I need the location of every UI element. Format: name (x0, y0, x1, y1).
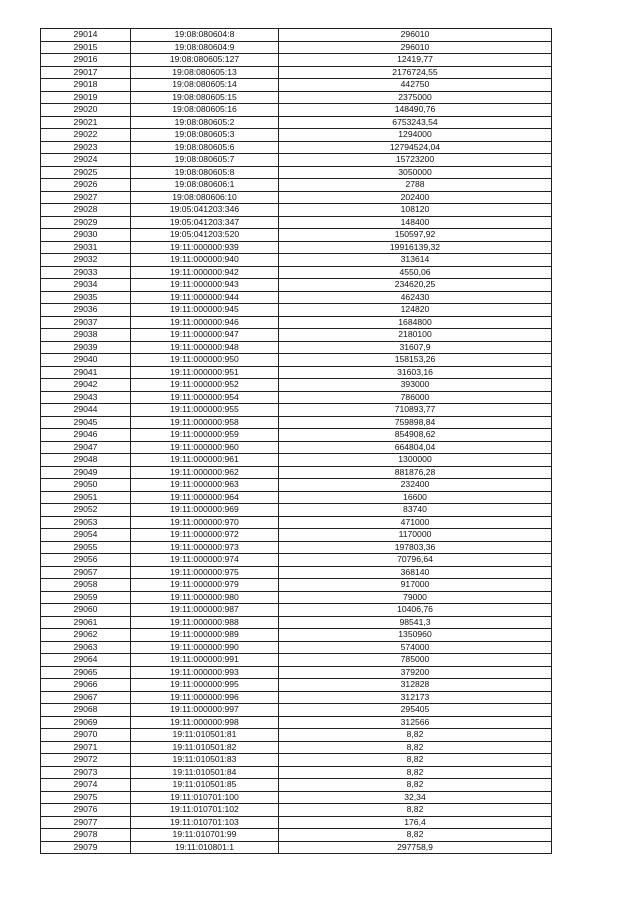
table-row (41, 216, 552, 229)
table-row (41, 166, 552, 179)
row-number-cell: 29073 (41, 766, 131, 779)
value-cell: 1294000 (279, 129, 552, 142)
row-number-cell: 29023 (41, 141, 131, 154)
value-cell: 2180100 (279, 329, 552, 342)
value-cell: 70796,64 (279, 554, 552, 567)
row-number-cell: 29038 (41, 329, 131, 342)
table-row (41, 841, 552, 854)
value-cell: 2375000 (279, 91, 552, 104)
value-cell: 31603,16 (279, 366, 552, 379)
value-cell: 1350960 (279, 629, 552, 642)
table-row (41, 279, 552, 292)
value-cell: 108120 (279, 204, 552, 217)
table-row (41, 591, 552, 604)
table-row (41, 516, 552, 529)
table-row (41, 91, 552, 104)
table-row (41, 704, 552, 717)
table-row (41, 29, 552, 42)
row-number-cell: 29050 (41, 479, 131, 492)
row-number-cell: 29054 (41, 529, 131, 542)
cadastral-number-cell: 19:11:000000:979 (131, 579, 279, 592)
table-row (41, 616, 552, 629)
value-cell: 31607,9 (279, 341, 552, 354)
row-number-cell: 29049 (41, 466, 131, 479)
table-row (41, 266, 552, 279)
cadastral-number-cell: 19:11:000000:989 (131, 629, 279, 642)
table-row (41, 829, 552, 842)
cadastral-number-cell: 19:11:000000:988 (131, 616, 279, 629)
row-number-cell: 29064 (41, 654, 131, 667)
value-cell: 296010 (279, 41, 552, 54)
cadastral-number-cell: 19:11:000000:955 (131, 404, 279, 417)
cadastral-number-cell: 19:11:010701:102 (131, 804, 279, 817)
table-row (41, 441, 552, 454)
row-number-cell: 29074 (41, 779, 131, 792)
value-cell: 3050000 (279, 166, 552, 179)
row-number-cell: 29029 (41, 216, 131, 229)
value-cell: 295405 (279, 704, 552, 717)
cadastral-number-cell: 19:08:080605:2 (131, 116, 279, 129)
cadastral-number-cell: 19:11:000000:943 (131, 279, 279, 292)
row-number-cell: 29020 (41, 104, 131, 117)
cadastral-number-cell: 19:11:000000:969 (131, 504, 279, 517)
cadastral-number-cell: 19:11:000000:963 (131, 479, 279, 492)
row-number-cell: 29067 (41, 691, 131, 704)
table-row (41, 241, 552, 254)
table-row (41, 316, 552, 329)
cadastral-number-cell: 19:11:000000:942 (131, 266, 279, 279)
cadastral-number-cell: 19:11:000000:960 (131, 441, 279, 454)
cadastral-number-cell: 19:11:000000:991 (131, 654, 279, 667)
row-number-cell: 29032 (41, 254, 131, 267)
cadastral-number-cell: 19:11:000000:939 (131, 241, 279, 254)
row-number-cell: 29070 (41, 729, 131, 742)
table-row (41, 116, 552, 129)
cadastral-number-cell: 19:11:000000:946 (131, 316, 279, 329)
table-row (41, 66, 552, 79)
row-number-cell: 29066 (41, 679, 131, 692)
table-row (41, 416, 552, 429)
cadastral-number-cell: 19:11:000000:970 (131, 516, 279, 529)
value-cell: 16600 (279, 491, 552, 504)
value-cell: 124820 (279, 304, 552, 317)
value-cell: 1684800 (279, 316, 552, 329)
cadastral-number-cell: 19:11:000000:998 (131, 716, 279, 729)
cadastral-number-cell: 19:08:080605:8 (131, 166, 279, 179)
value-cell: 176,4 (279, 816, 552, 829)
row-number-cell: 29042 (41, 379, 131, 392)
row-number-cell: 29068 (41, 704, 131, 717)
table-row (41, 654, 552, 667)
value-cell: 79000 (279, 591, 552, 604)
row-number-cell: 29039 (41, 341, 131, 354)
row-number-cell: 29034 (41, 279, 131, 292)
value-cell: 574000 (279, 641, 552, 654)
value-cell: 232400 (279, 479, 552, 492)
row-number-cell: 29021 (41, 116, 131, 129)
cadastral-number-cell: 19:11:010801:1 (131, 841, 279, 854)
value-cell: 8,82 (279, 766, 552, 779)
value-cell: 8,82 (279, 754, 552, 767)
table-row (41, 504, 552, 517)
cadastral-number-cell: 19:08:080605:6 (131, 141, 279, 154)
cadastral-number-cell: 19:11:010501:85 (131, 779, 279, 792)
value-cell: 393000 (279, 379, 552, 392)
row-number-cell: 29043 (41, 391, 131, 404)
cadastral-number-cell: 19:11:000000:987 (131, 604, 279, 617)
cadastral-number-cell: 19:08:080606:10 (131, 191, 279, 204)
cadastral-number-cell: 19:11:010701:103 (131, 816, 279, 829)
table-row (41, 641, 552, 654)
row-number-cell: 29036 (41, 304, 131, 317)
value-cell: 917000 (279, 579, 552, 592)
cadastral-number-cell: 19:11:000000:964 (131, 491, 279, 504)
table-row (41, 491, 552, 504)
row-number-cell: 29033 (41, 266, 131, 279)
cadastral-number-cell: 19:08:080605:3 (131, 129, 279, 142)
cadastral-number-cell: 19:11:010501:83 (131, 754, 279, 767)
value-cell: 12419,77 (279, 54, 552, 67)
table-row (41, 791, 552, 804)
value-cell: 759898,84 (279, 416, 552, 429)
table-row (41, 779, 552, 792)
row-number-cell: 29044 (41, 404, 131, 417)
table-row (41, 54, 552, 67)
value-cell: 234620,25 (279, 279, 552, 292)
cadastral-number-cell: 19:11:000000:997 (131, 704, 279, 717)
table-row (41, 204, 552, 217)
row-number-cell: 29078 (41, 829, 131, 842)
cadastral-number-cell: 19:11:000000:974 (131, 554, 279, 567)
cadastral-number-cell: 19:08:080604:9 (131, 41, 279, 54)
cadastral-number-cell: 19:08:080605:15 (131, 91, 279, 104)
cadastral-number-cell: 19:05:041203:346 (131, 204, 279, 217)
table-row (41, 141, 552, 154)
cadastral-number-cell: 19:08:080604:8 (131, 29, 279, 42)
row-number-cell: 29062 (41, 629, 131, 642)
row-number-cell: 29051 (41, 491, 131, 504)
row-number-cell: 29046 (41, 429, 131, 442)
value-cell: 664804,04 (279, 441, 552, 454)
row-number-cell: 29055 (41, 541, 131, 554)
cadastral-number-cell: 19:11:000000:995 (131, 679, 279, 692)
row-number-cell: 29045 (41, 416, 131, 429)
table-row (41, 466, 552, 479)
cadastral-number-cell: 19:11:000000:962 (131, 466, 279, 479)
cadastral-number-cell: 19:08:080605:7 (131, 154, 279, 167)
cadastral-number-cell: 19:11:010701:100 (131, 791, 279, 804)
table-row (41, 104, 552, 117)
cadastral-number-cell: 19:11:000000:944 (131, 291, 279, 304)
table-row (41, 379, 552, 392)
value-cell: 150597,92 (279, 229, 552, 242)
table-row (41, 629, 552, 642)
value-cell: 8,82 (279, 829, 552, 842)
value-cell: 8,82 (279, 729, 552, 742)
row-number-cell: 29028 (41, 204, 131, 217)
cadastral-number-cell: 19:11:010701:99 (131, 829, 279, 842)
table-row (41, 479, 552, 492)
cadastral-number-cell: 19:11:000000:948 (131, 341, 279, 354)
cadastral-number-cell: 19:08:080605:13 (131, 66, 279, 79)
table-row (41, 541, 552, 554)
table-body (41, 29, 552, 854)
table-row (41, 254, 552, 267)
row-number-cell: 29015 (41, 41, 131, 54)
cadastral-number-cell: 19:11:000000:972 (131, 529, 279, 542)
cadastral-number-cell: 19:11:000000:940 (131, 254, 279, 267)
row-number-cell: 29047 (41, 441, 131, 454)
row-number-cell: 29052 (41, 504, 131, 517)
value-cell: 296010 (279, 29, 552, 42)
row-number-cell: 29031 (41, 241, 131, 254)
cadastral-number-cell: 19:11:000000:954 (131, 391, 279, 404)
row-number-cell: 29065 (41, 666, 131, 679)
row-number-cell: 29017 (41, 66, 131, 79)
value-cell: 10406,76 (279, 604, 552, 617)
cadastral-number-cell: 19:08:080605:16 (131, 104, 279, 117)
row-number-cell: 29048 (41, 454, 131, 467)
row-number-cell: 29072 (41, 754, 131, 767)
row-number-cell: 29014 (41, 29, 131, 42)
cadastral-number-cell: 19:11:000000:958 (131, 416, 279, 429)
cadastral-number-cell: 19:11:010501:82 (131, 741, 279, 754)
row-number-cell: 29075 (41, 791, 131, 804)
data-table (40, 28, 552, 854)
table-row (41, 129, 552, 142)
value-cell: 19916139,32 (279, 241, 552, 254)
table-row (41, 429, 552, 442)
value-cell: 158153,26 (279, 354, 552, 367)
row-number-cell: 29027 (41, 191, 131, 204)
value-cell: 8,82 (279, 741, 552, 754)
table-row (41, 79, 552, 92)
table-row (41, 566, 552, 579)
table-row (41, 454, 552, 467)
row-number-cell: 29040 (41, 354, 131, 367)
value-cell: 6753243,54 (279, 116, 552, 129)
value-cell: 312828 (279, 679, 552, 692)
value-cell: 1300000 (279, 454, 552, 467)
table-row (41, 679, 552, 692)
table-row (41, 529, 552, 542)
row-number-cell: 29057 (41, 566, 131, 579)
cadastral-number-cell: 19:11:000000:947 (131, 329, 279, 342)
table-row (41, 304, 552, 317)
table-row (41, 366, 552, 379)
cadastral-number-cell: 19:08:080606:1 (131, 179, 279, 192)
row-number-cell: 29063 (41, 641, 131, 654)
value-cell: 148490,76 (279, 104, 552, 117)
cadastral-number-cell: 19:11:000000:973 (131, 541, 279, 554)
value-cell: 312566 (279, 716, 552, 729)
row-number-cell: 29024 (41, 154, 131, 167)
cadastral-number-cell: 19:11:000000:961 (131, 454, 279, 467)
cadastral-number-cell: 19:11:000000:990 (131, 641, 279, 654)
table-row (41, 404, 552, 417)
row-number-cell: 29060 (41, 604, 131, 617)
row-number-cell: 29041 (41, 366, 131, 379)
value-cell: 202400 (279, 191, 552, 204)
table-row (41, 229, 552, 242)
cadastral-number-cell: 19:11:000000:959 (131, 429, 279, 442)
row-number-cell: 29026 (41, 179, 131, 192)
row-number-cell: 29053 (41, 516, 131, 529)
value-cell: 4550,06 (279, 266, 552, 279)
cadastral-number-cell: 19:08:080605:14 (131, 79, 279, 92)
row-number-cell: 29077 (41, 816, 131, 829)
value-cell: 98541,3 (279, 616, 552, 629)
cadastral-number-cell: 19:11:000000:975 (131, 566, 279, 579)
table-row (41, 191, 552, 204)
table-row (41, 329, 552, 342)
value-cell: 197803,36 (279, 541, 552, 554)
row-number-cell: 29069 (41, 716, 131, 729)
value-cell: 297758,9 (279, 841, 552, 854)
table-row (41, 754, 552, 767)
cadastral-number-cell: 19:11:010501:81 (131, 729, 279, 742)
table-row (41, 729, 552, 742)
value-cell: 8,82 (279, 804, 552, 817)
value-cell: 15723200 (279, 154, 552, 167)
value-cell: 32,34 (279, 791, 552, 804)
value-cell: 710893,77 (279, 404, 552, 417)
value-cell: 462430 (279, 291, 552, 304)
row-number-cell: 29071 (41, 741, 131, 754)
table-row (41, 154, 552, 167)
row-number-cell: 29056 (41, 554, 131, 567)
value-cell: 1170000 (279, 529, 552, 542)
table-row (41, 554, 552, 567)
table-row (41, 741, 552, 754)
table-row (41, 816, 552, 829)
value-cell: 148400 (279, 216, 552, 229)
table-row (41, 716, 552, 729)
cadastral-number-cell: 19:11:000000:993 (131, 666, 279, 679)
row-number-cell: 29076 (41, 804, 131, 817)
cadastral-number-cell: 19:05:041203:347 (131, 216, 279, 229)
row-number-cell: 29022 (41, 129, 131, 142)
row-number-cell: 29018 (41, 79, 131, 92)
value-cell: 471000 (279, 516, 552, 529)
table-row (41, 666, 552, 679)
value-cell: 881876,28 (279, 466, 552, 479)
table-row (41, 291, 552, 304)
value-cell: 379200 (279, 666, 552, 679)
table-row (41, 604, 552, 617)
cadastral-number-cell: 19:11:000000:980 (131, 591, 279, 604)
value-cell: 312173 (279, 691, 552, 704)
row-number-cell: 29058 (41, 579, 131, 592)
row-number-cell: 29037 (41, 316, 131, 329)
value-cell: 12794524,04 (279, 141, 552, 154)
value-cell: 854908,62 (279, 429, 552, 442)
value-cell: 2176724,55 (279, 66, 552, 79)
row-number-cell: 29059 (41, 591, 131, 604)
value-cell: 785000 (279, 654, 552, 667)
table-row (41, 691, 552, 704)
value-cell: 8,82 (279, 779, 552, 792)
row-number-cell: 29030 (41, 229, 131, 242)
value-cell: 313614 (279, 254, 552, 267)
row-number-cell: 29019 (41, 91, 131, 104)
table-row (41, 391, 552, 404)
cadastral-number-cell: 19:11:000000:996 (131, 691, 279, 704)
value-cell: 368140 (279, 566, 552, 579)
row-number-cell: 29079 (41, 841, 131, 854)
row-number-cell: 29035 (41, 291, 131, 304)
table-row (41, 766, 552, 779)
table-row (41, 354, 552, 367)
value-cell: 786000 (279, 391, 552, 404)
table-row (41, 41, 552, 54)
table-row (41, 579, 552, 592)
cadastral-number-cell: 19:11:000000:951 (131, 366, 279, 379)
cadastral-number-cell: 19:11:000000:952 (131, 379, 279, 392)
value-cell: 442750 (279, 79, 552, 92)
cadastral-number-cell: 19:05:041203:520 (131, 229, 279, 242)
table-row (41, 179, 552, 192)
table-row (41, 341, 552, 354)
table-row (41, 804, 552, 817)
cadastral-number-cell: 19:11:000000:945 (131, 304, 279, 317)
row-number-cell: 29061 (41, 616, 131, 629)
value-cell: 2788 (279, 179, 552, 192)
value-cell: 83740 (279, 504, 552, 517)
cadastral-number-cell: 19:08:080605:127 (131, 54, 279, 67)
cadastral-number-cell: 19:11:010501:84 (131, 766, 279, 779)
row-number-cell: 29016 (41, 54, 131, 67)
cadastral-number-cell: 19:11:000000:950 (131, 354, 279, 367)
row-number-cell: 29025 (41, 166, 131, 179)
